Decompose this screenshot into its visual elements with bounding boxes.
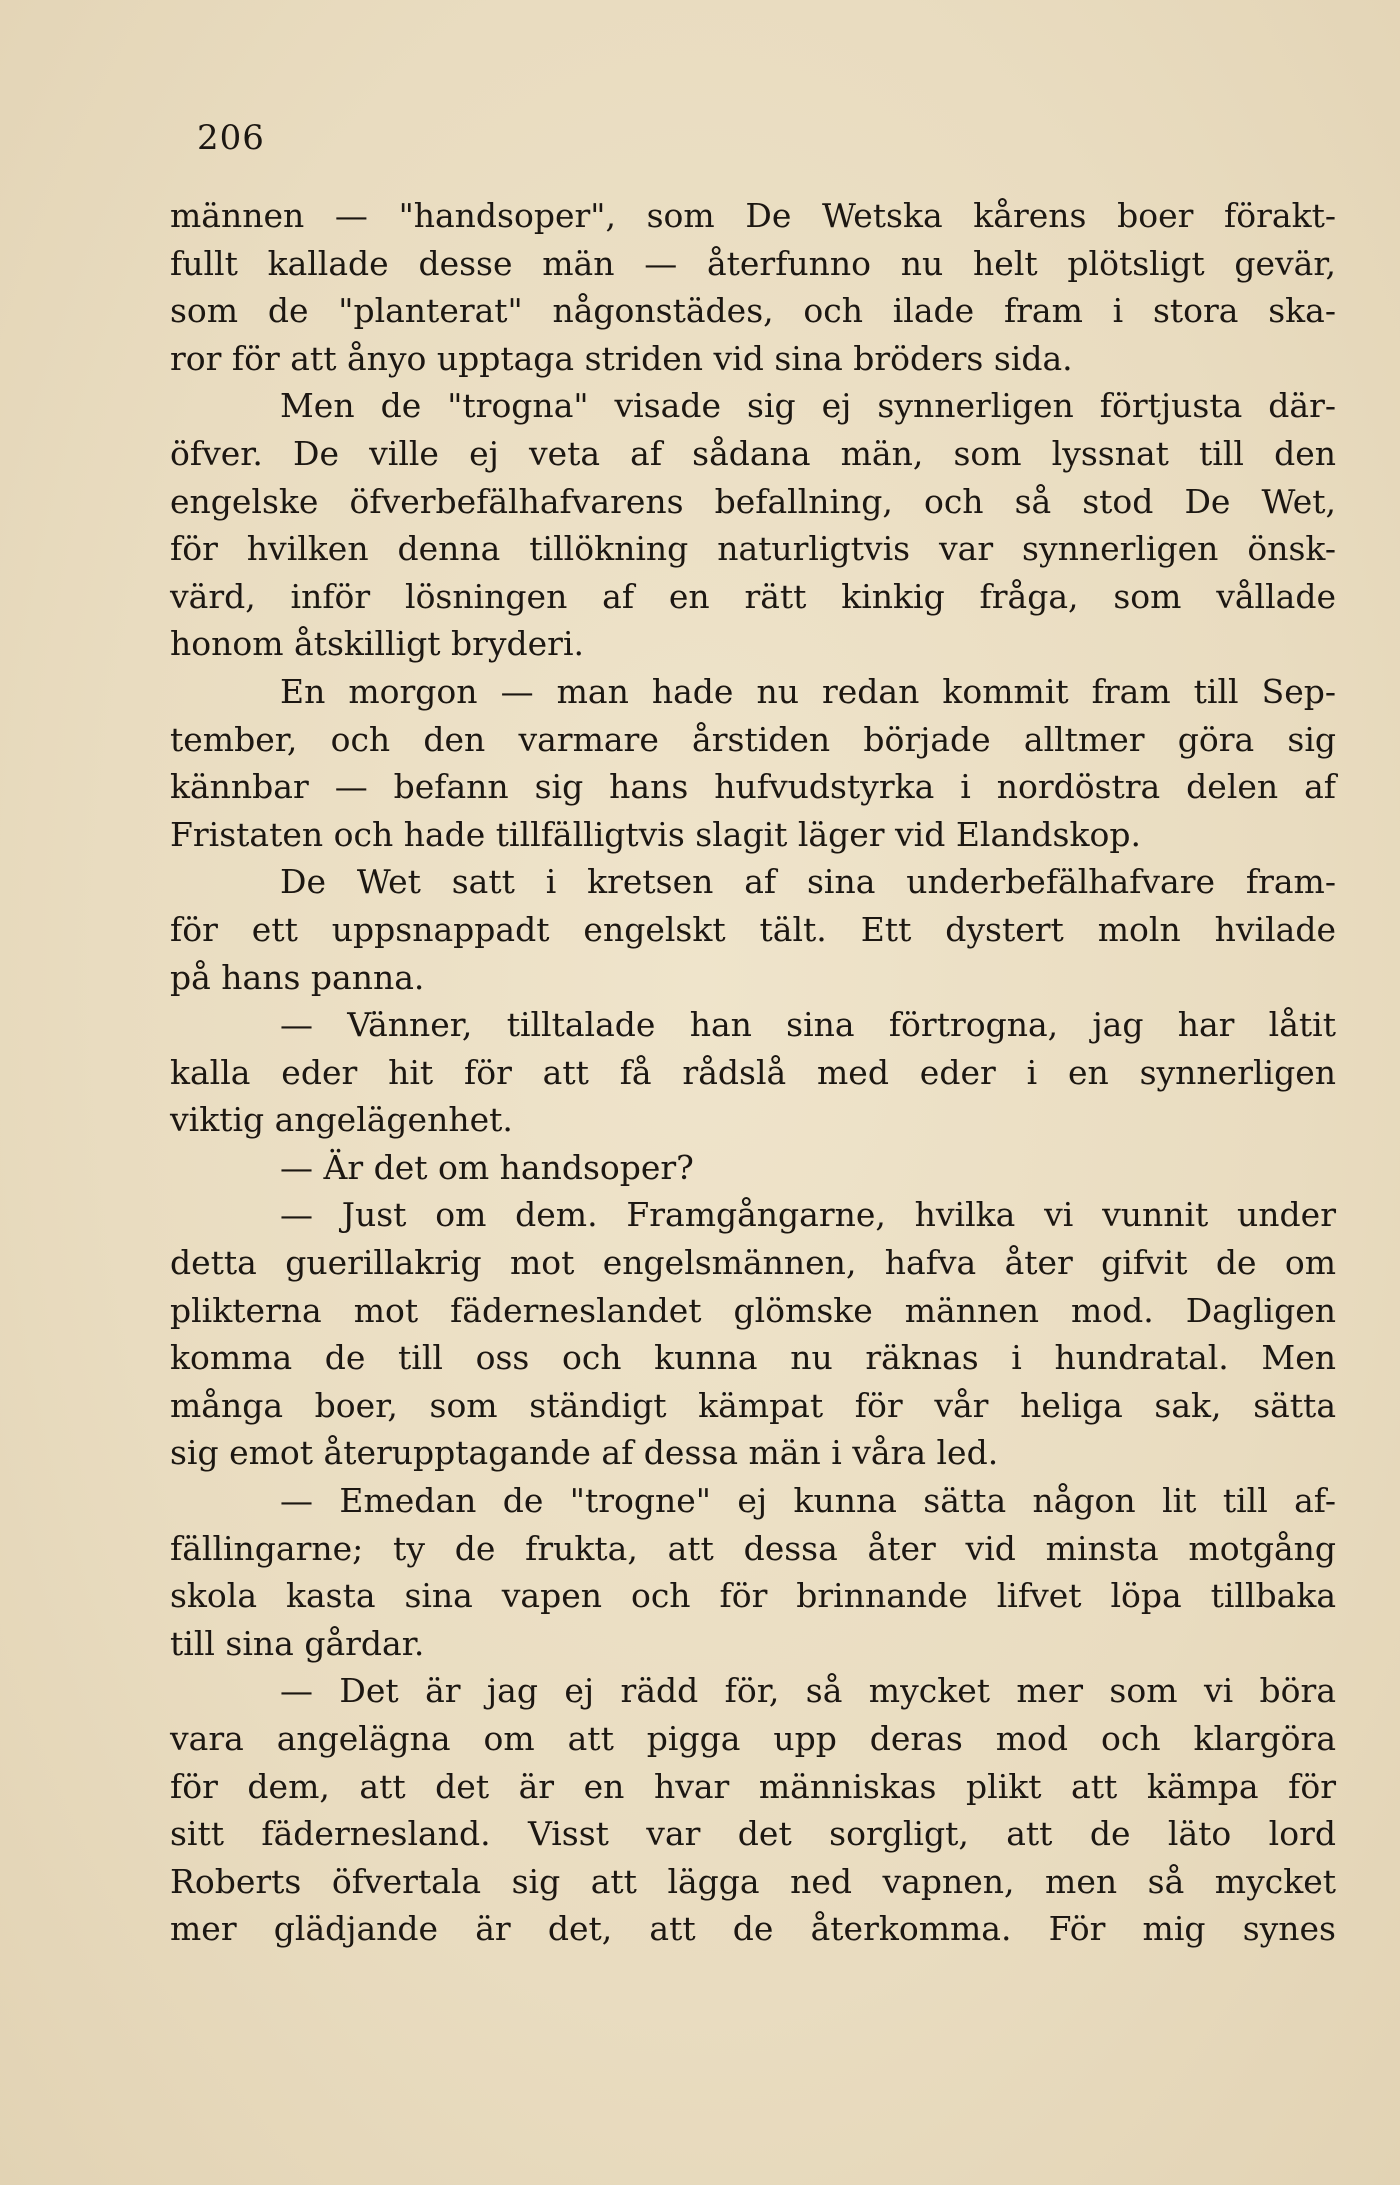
text-line: — Emedan de "trogne" ej kunna sätta någon lit till af- <box>280 1481 1336 1521</box>
text-line: detta guerillakrig mot engelsmännen, hafva åter gifvit de om <box>170 1243 1336 1283</box>
text-line: ror för att ånyo upptaga striden vid sina bröders sida. <box>170 338 1073 378</box>
text-line: för dem, att det är en hvar människas plikt att kämpa för <box>170 1766 1336 1806</box>
text-line: — Just om dem. Framgångarne, hvilka vi vunnit under <box>280 1195 1336 1235</box>
text-line: vara angelägna om att pigga upp deras mod och klargöra <box>170 1719 1336 1758</box>
text-line: tember, och den varmare årstiden började alltmer göra sig <box>170 719 1336 759</box>
text-line: Men de "trogna" visade sig ej synnerligen förtjusta där- <box>280 386 1336 426</box>
text-line: som de "planterat" någonstädes, och ilade fram i stora ska- <box>170 291 1336 331</box>
text-line: En morgon — man hade nu redan kommit fram till Sep- <box>280 671 1336 711</box>
text-line: sig emot återupptagande af dessa män i våra led. <box>170 1433 999 1473</box>
text-line: Roberts öfvertala sig att lägga ned vapnen, men så mycket <box>170 1861 1336 1901</box>
text-line: engelske öfverbefälhafvarens befallning, och så stod De Wet, <box>170 481 1336 521</box>
text-line: många boer, som ständigt kämpat för vår heliga sak, sätta <box>170 1385 1336 1425</box>
text-line: honom åtskilligt bryderi. <box>170 624 584 664</box>
text-line: för ett uppsnappadt engelskt tält. Ett dystert moln hvilade <box>170 909 1336 949</box>
text-line: öfver. De ville ej veta af sådana män, som lyssnat till den <box>170 433 1336 473</box>
text-line: De Wet satt i kretsen af sina underbefälhafvare fram- <box>280 862 1336 902</box>
text-line: för hvilken denna tillökning naturligtvis var synnerligen önsk- <box>170 529 1336 569</box>
text-line: mer glädjande är det, att de återkomma. För mig synes <box>170 1909 1336 1949</box>
text-line: skola kasta sina vapen och för brinnande lifvet löpa tillbaka <box>170 1576 1336 1616</box>
text-line: till sina gårdar. <box>170 1623 425 1663</box>
text-line: — Vänner, tilltalade han sina förtrogna, jag har låtit <box>280 1005 1336 1045</box>
text-line: viktig angelägenhet. <box>170 1100 513 1140</box>
text-line: plikterna mot fäderneslandet glömske männen mod. Dagligen <box>170 1290 1336 1330</box>
text-line: komma de till oss och kunna nu räknas i hundratal. Men <box>170 1338 1336 1378</box>
text-line: på hans panna. <box>170 957 425 997</box>
text-line: Fristaten och hade tillfälligtvis slagit läger vid Elandskop. <box>170 814 1141 854</box>
text-line: — Är det om handsoper? <box>280 1147 694 1187</box>
text-line: männen — "handsoper", som De Wetska kårens boer förakt- <box>170 196 1336 235</box>
text-line: värd, inför lösningen af en rätt kinkig fråga, som vållade <box>170 576 1336 616</box>
text-line: fällingarne; ty de frukta, att dessa åter vid minsta motgång <box>170 1528 1336 1568</box>
text-line: — Det är jag ej rädd för, så mycket mer som vi böra <box>280 1671 1336 1711</box>
text-line: sitt fäderneslаnd. Visst var det sorgligt, att de läto lord <box>170 1814 1336 1854</box>
text-line: kännbar — befann sig hans hufvudstyrka i nordöstra delen af <box>170 767 1336 807</box>
text-line: kalla eder hit för att få rådslå med eder i en synnerligen <box>170 1052 1336 1092</box>
body-text <box>170 192 1336 1953</box>
text-line: fullt kallade desse män — återfunno nu helt plötsligt gevär, <box>170 243 1336 283</box>
page-number: 206 <box>197 118 265 158</box>
